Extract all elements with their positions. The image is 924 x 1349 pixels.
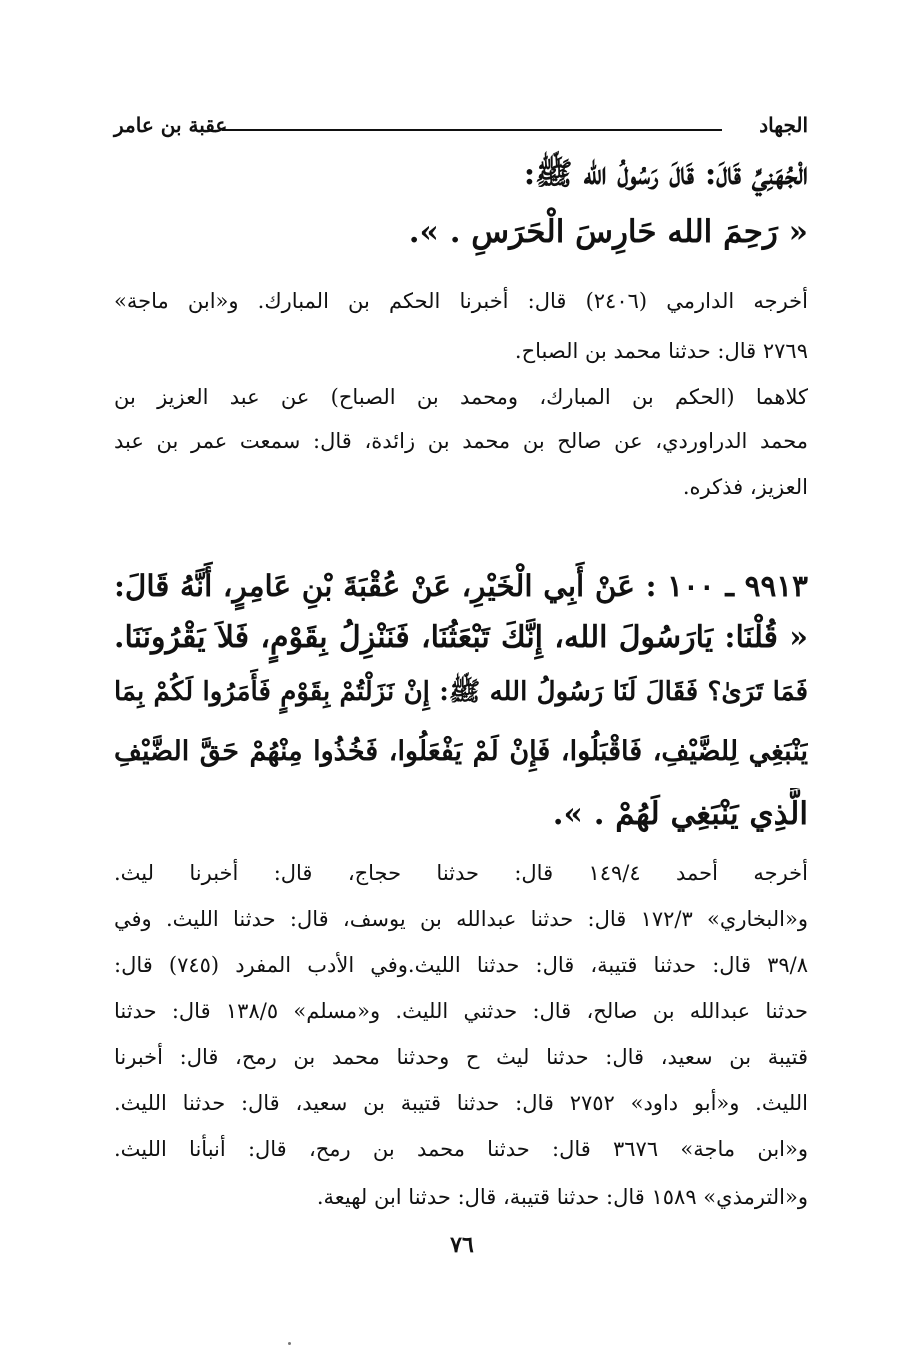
- source-note-line: و«الترمذي» ١٥٨٩ قال: حدثنا قتيبة، قال: حدثنا ابن لهيعة.: [316, 1185, 808, 1209]
- hadith-line: الْجُهَنِيِّ قَالَ: قَالَ رَسُولُ الله ﷺ:: [523, 156, 808, 192]
- source-note-line: الليث. و«أبو داود» ٢٧٥٢ قال: حدثنا قتيبة بن سعيد، قال: حدثنا الليث.: [114, 1091, 808, 1115]
- source-note-line: أخرجه الدارمي (٢٤٠٦) قال: أخبرنا الحكم بن المبارك. و«ابن ماجة»: [114, 289, 808, 313]
- hadith-line: ٩٩١٣ ـ ١٠٠ : عَنْ أَبِي الْخَيْرِ، عَنْ عُقْبَةَ بْنِ عَامِرٍ، أَنَّهُ قَالَ:: [114, 568, 808, 603]
- hadith-line: فَمَا تَرَىٰ؟ فَقَالَ لَنَا رَسُولُ الله ﷺ: إِنْ نَزَلْتُمْ بِقَوْمٍ فَأَمَرُوا لَكُمْ بِمَا: [114, 677, 808, 707]
- page-number: ٧٦: [450, 1232, 474, 1258]
- source-note-line: ٣٩/٨ قال: حدثنا قتيبة، قال: حدثنا الليث.وفي الأدب المفرد (٧٤٥) قال:: [114, 953, 808, 977]
- source-note-line: كلاهما (الحكم بن المبارك، ومحمد بن الصباح) عن عبد العزيز بن: [114, 385, 808, 409]
- source-note-line: قتيبة بن سعيد، قال: حدثنا ليث ح وحدثنا محمد بن رمح، قال: أخبرنا: [114, 1045, 808, 1069]
- hadith-line: « قُلْنَا: يَارَسُولَ الله، إِنَّكَ تَبْعَثُنَا، فَنَنْزِلُ بِقَوْمٍ، فَلاَ يَقْرُونَنَا.: [114, 620, 808, 655]
- running-header: [114, 113, 808, 147]
- source-note-line: ٢٧٦٩ قال: حدثنا محمد بن الصباح.: [514, 339, 808, 363]
- source-note-line: و«ابن ماجة» ٣٦٧٦ قال: حدثنا محمد بن رمح، قال: أنبأنا الليث.: [114, 1137, 808, 1161]
- header-narrator-name: عقبة بن عامر: [114, 113, 228, 137]
- hadith-line: يَنْبَغِي لِلضَّيْفِ، فَاقْبَلُوا، فَإِنْ لَمْ يَفْعَلُوا، فَخُذُوا مِنْهُمْ حَقَّ الضَّيْفِ: [114, 736, 808, 767]
- header-chapter-title: الجهاد: [759, 113, 808, 137]
- hadith-line: الَّذِي يَنْبَغِي لَهُمْ . ».: [552, 796, 808, 832]
- hadith-line: « رَحِمَ الله حَارِسَ الْحَرَسِ . ».: [408, 214, 808, 250]
- source-note-line: محمد الدراوردي، عن صالح بن محمد بن زائدة، قال: سمعت عمر بن عبد: [114, 429, 808, 453]
- source-note-line: العزيز، فذكره.: [682, 475, 808, 499]
- source-note-line: حدثنا عبدالله بن صالح، قال: حدثني الليث. و«مسلم» ١٣٨/٥ قال: حدثنا: [114, 999, 808, 1023]
- scan-speck: [288, 1342, 291, 1345]
- source-note-line: أخرجه أحمد ١٤٩/٤ قال: حدثنا حجاج، قال: أخبرنا ليث.: [114, 861, 808, 885]
- header-rule: [222, 129, 722, 131]
- source-note-line: و«البخاري» ١٧٢/٣ قال: حدثنا عبدالله بن يوسف، قال: حدثنا الليث. وفي: [114, 907, 808, 931]
